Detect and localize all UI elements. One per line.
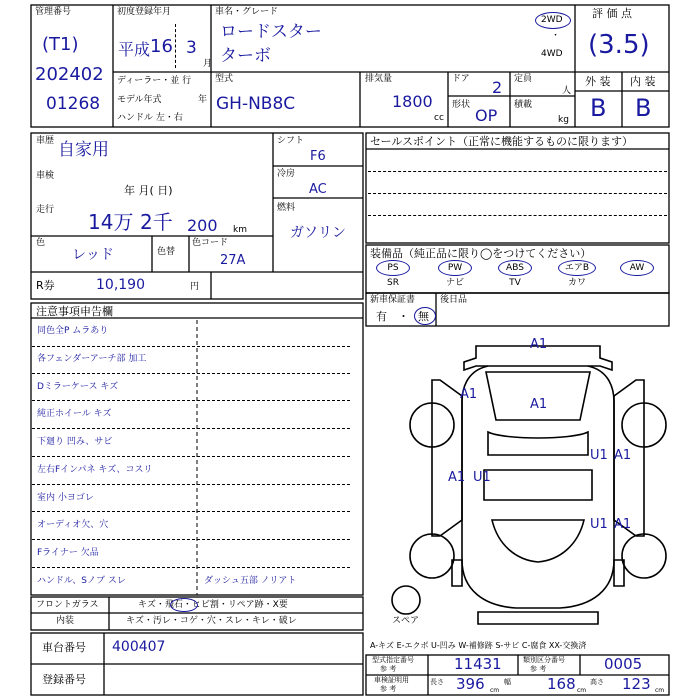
- car-name: ロードスター: [220, 22, 322, 42]
- notes-row-line-2: [32, 373, 350, 374]
- damage-legend: A-キズ E-エクボ U-凹み W-補修跡 S-サビ C-腐食 XX-交換済: [370, 641, 587, 650]
- sales-line-3: [368, 215, 667, 216]
- month-value: 3: [186, 38, 197, 58]
- color-code-label: 色コード: [192, 238, 229, 248]
- kanri-value-3: 01268: [46, 94, 101, 114]
- equip-aw: AW: [629, 263, 645, 273]
- dealer-label: ディーラー・並 行: [117, 76, 192, 86]
- warranty-label: 新車保証書: [370, 295, 416, 305]
- note-item-7: 室内 小ヨゴレ: [37, 493, 94, 503]
- interior-condition-options: キズ・汚レ・コゲ・穴・スレ・キレ・破レ: [126, 616, 297, 626]
- damage-mark-left-door-a: A1: [448, 470, 466, 485]
- notes-row-line-3: [32, 400, 350, 401]
- door-label: ドア: [452, 74, 470, 84]
- note-item-9: Fライナー 欠品: [37, 548, 99, 558]
- front-glass-options: キズ・飛石・ヒビ割・リペア跡・X要: [138, 600, 288, 610]
- equip-navi: ナビ: [445, 278, 464, 288]
- name-label: 車名・グレード: [215, 7, 279, 17]
- month-unit: 月: [203, 59, 213, 69]
- damage-mark-hood: A1: [530, 397, 548, 412]
- equipment-label: 装備品（純正品に限り◯をつけてください）: [370, 247, 592, 260]
- drive-4wd: 4WD: [541, 49, 563, 59]
- shodo-label: 初度登録年月: [117, 7, 172, 17]
- sekisai-label: 積載: [514, 100, 533, 110]
- haba-value: 168: [547, 675, 576, 693]
- daiban-value: 400407: [112, 639, 166, 655]
- equip-ps: PS: [387, 263, 399, 273]
- damage-mark-right-rear-u: U1: [590, 517, 608, 532]
- model-year-label: モデル年式: [117, 95, 162, 105]
- notes-row-line-1: [32, 346, 350, 347]
- note-item-5: 下廻り 凹み、サビ: [37, 437, 113, 447]
- interior-label: 内 装: [630, 75, 656, 88]
- eval-score: (3.5): [588, 30, 650, 60]
- haiki-value: 1800: [392, 92, 433, 111]
- sales-line-1: [368, 171, 667, 172]
- color-label: 色: [36, 238, 46, 248]
- note-item-6: 左右Fインパネ キズ、コスリ: [37, 465, 153, 475]
- ruibetsu-sub: 参 考: [530, 665, 547, 673]
- note-item-10: ハンドル、Sノブ スレ: [37, 576, 126, 586]
- nagasa-value: 396: [456, 675, 485, 693]
- km-unit: km: [233, 225, 247, 235]
- nenryo-value: ガソリン: [290, 225, 346, 241]
- note-right-item: ダッシュ五部 ノリアト: [204, 576, 297, 586]
- notes-row-line-7: [32, 511, 350, 512]
- keijo-value: OP: [475, 106, 498, 125]
- equip-pw: PW: [447, 263, 463, 273]
- equip-aw-circle: [620, 260, 654, 276]
- rken-value: 10,190: [96, 277, 145, 293]
- shift-value: F6: [310, 149, 326, 164]
- rken-label: R券: [36, 279, 55, 292]
- shareki-value: 自家用: [58, 140, 109, 160]
- interior-grade: B: [635, 94, 652, 122]
- note-item-8: オーディオ欠、穴: [37, 520, 109, 530]
- yen-unit: 円: [190, 282, 200, 292]
- sales-label: セールスポイント（正常に機能するものに限ります）: [370, 135, 634, 148]
- drive-dot: ・: [551, 31, 561, 41]
- ruibetsu-label: 類別区分番号: [523, 656, 565, 664]
- equip-abs: ABS: [506, 263, 524, 273]
- equip-abs-circle: [498, 260, 532, 276]
- nenryo-label: 燃料: [277, 203, 296, 213]
- color-code-value: 27A: [220, 253, 246, 268]
- cc-unit: cc: [434, 113, 444, 123]
- equip-ps-circle: [376, 260, 410, 276]
- reibo-value: AC: [309, 182, 327, 197]
- exterior-label: 外 装: [585, 75, 611, 88]
- handle-label: ハンドル 左・右: [117, 113, 183, 123]
- keijo-label: 形状: [452, 100, 471, 110]
- notes-label: 注意事項申告欄: [36, 305, 113, 318]
- haba-label: 幅: [504, 678, 511, 686]
- kanri-label: 管理番号: [35, 7, 72, 17]
- teiin-unit: 人: [562, 86, 572, 96]
- warranty-nashi: 無: [418, 310, 429, 323]
- eval-label: 評 価 点: [592, 7, 632, 20]
- notes-row-line-9: [32, 567, 350, 568]
- katashiki-label: 型式: [215, 74, 234, 84]
- notes-row-line-8: [32, 539, 350, 540]
- damage-mark-left-front: A1: [460, 387, 478, 402]
- sekisai-unit: kg: [558, 115, 569, 125]
- color-value: レッド: [72, 247, 114, 263]
- takasa-label: 高さ: [590, 678, 604, 686]
- reibo-label: 冷房: [277, 169, 296, 179]
- interior-condition-label: 内装: [56, 616, 75, 626]
- model-year-unit: 年: [198, 95, 208, 105]
- soko-sen: 2千: [140, 210, 173, 234]
- nagasa-label: 長さ: [430, 678, 444, 686]
- equip-sr: SR: [387, 278, 399, 288]
- equip-pw-circle: [438, 260, 472, 276]
- soko-man: 14万: [88, 210, 134, 234]
- note-item-4: 純正ホイール キズ: [37, 409, 112, 419]
- kanri-value-1: (T1): [42, 34, 79, 55]
- drive-2wd: 2WD: [541, 15, 563, 25]
- haiki-label: 排気量: [365, 74, 393, 84]
- front-glass-label: フロントガラス: [36, 600, 99, 610]
- takasa-value: 123: [622, 675, 651, 693]
- katashiki-shitei-label: 型式指定番号: [372, 656, 414, 664]
- notes-row-line-6: [32, 484, 350, 485]
- damage-mark-roof: A1: [530, 337, 548, 352]
- notes-row-line-4: [32, 428, 350, 429]
- shift-label: シフト: [277, 136, 305, 146]
- shaken-label: 車検: [36, 171, 55, 181]
- equip-leather: カワ: [567, 278, 586, 288]
- door-value: 2: [492, 78, 503, 97]
- warranty-nashi-circle: [414, 307, 436, 325]
- damage-mark-right-front-u: U1: [590, 448, 608, 463]
- damage-mark-right-front-a: A1: [614, 448, 632, 463]
- touroku-later-label: 後日品: [440, 295, 468, 305]
- takasa-unit: cm: [655, 687, 665, 694]
- soko-rest: 200: [187, 216, 218, 235]
- daiban-label: 車台番号: [42, 641, 86, 654]
- irokae-label: 色替: [157, 247, 176, 257]
- equip-airbag-circle: [558, 260, 596, 276]
- era-divider: [175, 24, 176, 68]
- warranty-dot: ・: [398, 310, 409, 323]
- katashiki-shitei-value: 11431: [454, 655, 502, 673]
- note-item-3: Dミラーケース キズ: [37, 382, 119, 392]
- note-item-2: 各フェンダーアーチ部 加工: [37, 354, 147, 364]
- shomei-sub: 参 考: [380, 685, 397, 693]
- shareki-label: 車歴: [36, 136, 55, 146]
- car-grade: ターボ: [220, 46, 271, 66]
- katashiki-value: GH-NB8C: [216, 94, 296, 114]
- sales-line-2: [368, 193, 667, 194]
- damage-mark-left-door-u: U1: [473, 470, 491, 485]
- equip-airbag: エアB: [564, 263, 590, 273]
- touroku-label: 登録番号: [42, 673, 86, 686]
- soko-label: 走行: [36, 205, 55, 215]
- haba-unit: cm: [577, 687, 587, 694]
- exterior-grade: B: [590, 94, 607, 122]
- drive-2wd-circle: [535, 12, 571, 29]
- ruibetsu-value: 0005: [604, 655, 643, 673]
- nagasa-unit: cm: [490, 687, 500, 694]
- era-value: 平成: [118, 40, 151, 59]
- damage-mark-right-rear-a: A1: [614, 517, 632, 532]
- kanri-value-2: 202402: [35, 64, 104, 85]
- year-value: 16: [150, 36, 173, 57]
- spare-label: スペア: [392, 616, 420, 626]
- katashiki-shitei-sub: 参 考: [380, 665, 397, 673]
- shaken-text: 年 月( 日): [124, 184, 173, 197]
- warranty-ari: 有: [376, 310, 387, 323]
- teiin-label: 定員: [514, 74, 533, 84]
- shomei-label: 車検証明用: [374, 676, 409, 684]
- equip-tv: TV: [509, 278, 521, 288]
- notes-row-line-5: [32, 456, 350, 457]
- note-item-1: 同色全P ムラあり: [37, 326, 109, 336]
- front-glass-circle: [170, 598, 198, 612]
